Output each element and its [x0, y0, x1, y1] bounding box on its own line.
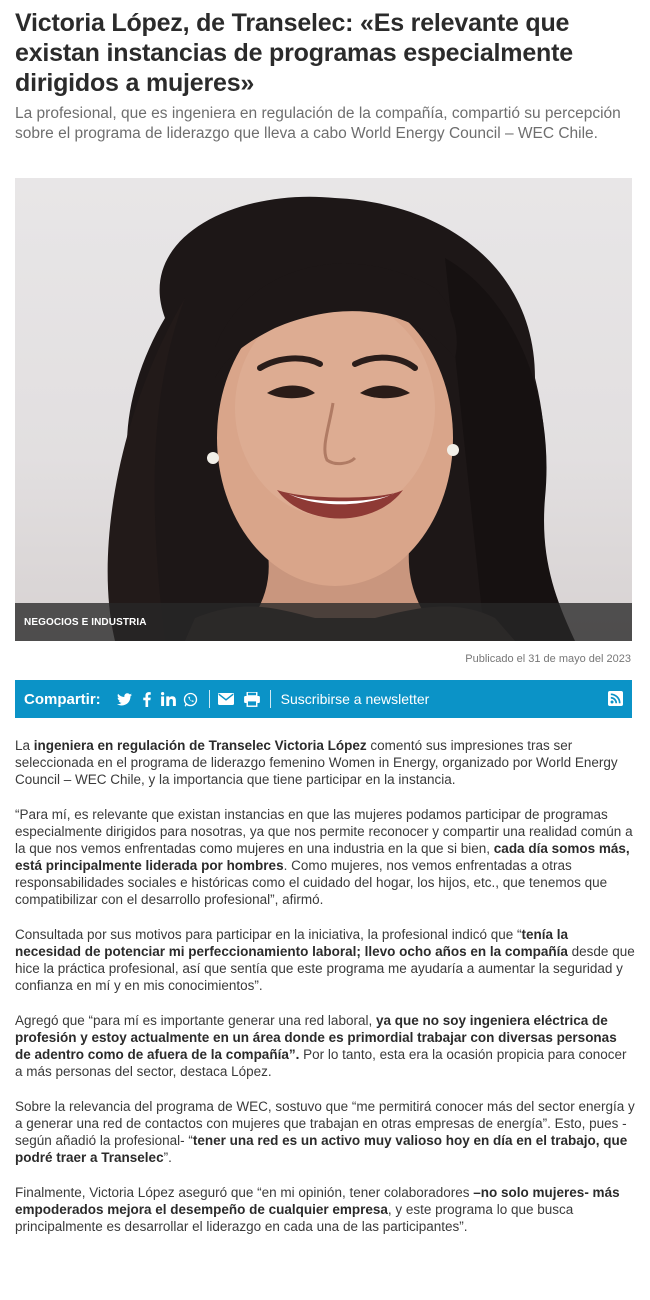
paragraph-6: Finalmente, Victoria López aseguró que “en mi opinión, tener colaboradores –no solo mujeres- más empoderados mejora el desempeño de cualquier empresa, y este programa lo que busca principalmente es desarrollar el liderazgo en cada una de las participantes”.: [15, 1185, 620, 1234]
linkedin-icon[interactable]: [161, 691, 177, 707]
whatsapp-icon[interactable]: [183, 691, 199, 707]
rss-icon[interactable]: [608, 691, 623, 706]
share-label: Compartir:: [24, 690, 101, 708]
facebook-icon[interactable]: [139, 691, 155, 707]
article-title: Victoria López, de Transelec: «Es relevante que existan instancias de programas especialmente dirigidos a mujeres»: [15, 9, 573, 97]
category-label[interactable]: NEGOCIOS E INDUSTRIA: [24, 617, 147, 628]
paragraph-5: Sobre la relevancia del programa de WEC, sostuvo que “me permitirá conocer más del sector energía y a generar una red de contactos con mujeres que trabajan en otras empresas de energía”. Esto, pues -según añadió la profesional- “tener una red es un activo muy valioso hoy en día en el trabajo, que podré traer a Transelec”.: [15, 1099, 635, 1165]
portrait-illustration: [15, 178, 632, 641]
category-bar: [15, 603, 632, 641]
share-bar: [15, 680, 632, 718]
print-icon[interactable]: [244, 691, 260, 707]
paragraph-1: La ingeniera en regulación de Transelec Victoria López comentó sus impresiones tras ser seleccionada en el programa de liderazgo femenino Women in Energy, organizado por World Energy Council – WEC Chile, y la importancia que tiene participar en la instancia.: [15, 738, 618, 787]
publish-date: Publicado el 31 de mayo del 2023: [465, 653, 631, 665]
article-body: [15, 737, 635, 1253]
paragraph-2: “Para mí, es relevante que existan instancias en que las mujeres podamos participar de programas especialmente dirigidos para nosotras, ya que nos permite reconocer y compartir una realidad común a la que nos vemos enfrentadas como mujeres en una industria en la que si bien, cada día somos más, está principalmente liderada por hombres. Como mujeres, nos vemos enfrentadas a otras responsabilidades sociales e históricas como el cuidado del hogar, los hijos, etc., que tenemos que compatibilizar con el desarrollo profesional”, afirmó.: [15, 807, 633, 907]
share-divider: [209, 690, 210, 708]
hero-photo: [15, 178, 632, 641]
twitter-icon[interactable]: [117, 691, 133, 707]
paragraph-3: Consultada por sus motivos para participar en la iniciativa, la profesional indicó que “tenía la necesidad de potenciar mi perfeccionamiento laboral; llevo ocho años en la compañía desde que hice la práctica profesional, así que sentía que este programa me ayudaría a aumentar la seguridad y confianza en mí y en mis conocimientos”.: [15, 927, 635, 993]
paragraph-4: Agregó que “para mí es importante generar una red laboral, ya que no soy ingeniera eléctrica de profesión y estoy actualmente en un área donde es primordial trabajar con diversas personas de adentro como de afuera de la compañía”. Por lo tanto, esta era la ocasión propicia para conocer a más personas del sector, destaca López.: [15, 1013, 627, 1079]
subscribe-newsletter-link[interactable]: Suscribirse a newsletter: [280, 691, 430, 707]
email-icon[interactable]: [218, 691, 234, 707]
share-divider: [270, 690, 271, 708]
article-subtitle: La profesional, que es ingeniera en regulación de la compañía, compartió su percepción sobre el programa de liderazgo que lleva a cabo World Energy Council – WEC Chile.: [15, 105, 621, 142]
